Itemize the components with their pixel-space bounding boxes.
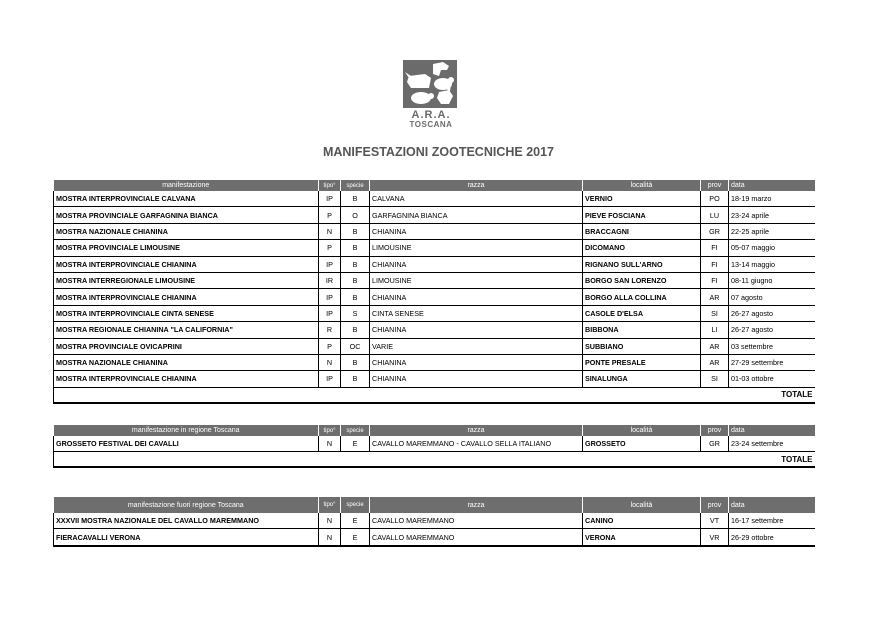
cell-specie: E — [341, 529, 370, 546]
cell-razza: CHIANINA — [370, 354, 583, 370]
table-row — [54, 256, 815, 272]
total-row — [54, 387, 815, 403]
header-razza: razza — [370, 497, 583, 513]
cell-razza: LIMOUSINE — [370, 240, 583, 256]
cell-prov: FI — [701, 240, 729, 256]
table-row — [54, 322, 815, 338]
table-row — [54, 354, 815, 370]
cell-specie: B — [341, 240, 370, 256]
cell-data: 03 settembre — [729, 338, 815, 354]
cell-localita: BORGO SAN LORENZO — [583, 272, 701, 288]
header-data: data — [729, 497, 815, 513]
cell-manifestazione: XXXVII MOSTRA NAZIONALE DEL CAVALLO MAREMMANO — [54, 513, 319, 529]
header-tipo: tipo° — [319, 425, 341, 436]
cell-razza: CINTA SENESE — [370, 305, 583, 321]
cell-razza: CHIANINA — [370, 223, 583, 239]
cell-data: 27-29 settembre — [729, 354, 815, 370]
header-manifestazione-regione: manifestazione in regione Toscana — [54, 425, 319, 436]
table-row — [54, 223, 815, 239]
cell-specie: B — [341, 223, 370, 239]
cell-tipo: IR — [319, 272, 341, 288]
cell-prov: PO — [701, 191, 729, 207]
header-prov: prov — [701, 425, 729, 436]
cell-manifestazione: GROSSETO FESTIVAL DEI CAVALLI — [54, 436, 319, 452]
cell-localita: SINALUNGA — [583, 371, 701, 387]
cell-specie: O — [341, 207, 370, 223]
total-row — [54, 452, 815, 468]
cell-prov: LU — [701, 207, 729, 223]
cell-localita: BIBBONA — [583, 322, 701, 338]
events-table-toscana — [53, 425, 815, 468]
header-prov: prov — [701, 180, 729, 191]
cell-manifestazione: MOSTRA REGIONALE CHIANINA "LA CALIFORNIA" — [54, 322, 319, 338]
total-label: TOTALE — [54, 452, 815, 468]
cell-data: 18-19 marzo — [729, 191, 815, 207]
cell-manifestazione: MOSTRA NAZIONALE CHIANINA — [54, 354, 319, 370]
cell-manifestazione: MOSTRA INTERREGIONALE LIMOUSINE — [54, 272, 319, 288]
cell-prov: SI — [701, 371, 729, 387]
header-data: data — [729, 180, 815, 191]
cell-tipo: IP — [319, 256, 341, 272]
cell-prov: AR — [701, 354, 729, 370]
cell-tipo: N — [319, 354, 341, 370]
cell-manifestazione: FIERACAVALLI VERONA — [54, 529, 319, 546]
cell-tipo: P — [319, 207, 341, 223]
cell-prov: FI — [701, 256, 729, 272]
header-specie: specie — [341, 180, 370, 191]
cell-data: 26-27 agosto — [729, 305, 815, 321]
cell-prov: VR — [701, 529, 729, 546]
table-row — [54, 338, 815, 354]
table-row — [54, 272, 815, 288]
cell-localita: DICOMANO — [583, 240, 701, 256]
cell-razza: LIMOUSINE — [370, 272, 583, 288]
cell-specie: B — [341, 256, 370, 272]
header-manifestazione: manifestazione — [54, 180, 319, 191]
cell-razza: CHIANINA — [370, 322, 583, 338]
cell-data: 26-29 ottobre — [729, 529, 815, 546]
table-row — [54, 305, 815, 321]
cell-prov: GR — [701, 223, 729, 239]
cell-localita: CANINO — [583, 513, 701, 529]
cell-prov: FI — [701, 272, 729, 288]
table-row — [54, 207, 815, 223]
cell-data: 23-24 aprile — [729, 207, 815, 223]
table-header-row — [54, 180, 815, 191]
cell-data: 13-14 maggio — [729, 256, 815, 272]
cell-tipo: IP — [319, 371, 341, 387]
cell-specie: B — [341, 272, 370, 288]
header-tipo: tipo° — [319, 180, 341, 191]
cell-manifestazione: MOSTRA PROVINCIALE LIMOUSINE — [54, 240, 319, 256]
cell-data: 07 agosto — [729, 289, 815, 305]
cell-prov: VT — [701, 513, 729, 529]
header-localita: località — [583, 180, 701, 191]
cell-manifestazione: MOSTRA INTERPROVINCIALE CHIANINA — [54, 371, 319, 387]
header-razza: razza — [370, 425, 583, 436]
events-table-main — [53, 180, 815, 404]
cell-specie: S — [341, 305, 370, 321]
cell-prov: AR — [701, 289, 729, 305]
cell-localita: PIEVE FOSCIANA — [583, 207, 701, 223]
logo-line2: TOSCANA — [409, 120, 453, 129]
cell-tipo: N — [319, 436, 341, 452]
table-row — [54, 513, 815, 529]
cell-tipo: P — [319, 338, 341, 354]
cell-specie: OC — [341, 338, 370, 354]
table-row — [54, 289, 815, 305]
cell-razza: CHIANINA — [370, 289, 583, 305]
table-row — [54, 240, 815, 256]
cell-manifestazione: MOSTRA INTERPROVINCIALE CALVANA — [54, 191, 319, 207]
cell-razza: VARIE — [370, 338, 583, 354]
cell-razza: CAVALLO MAREMMANO — [370, 529, 583, 546]
cell-manifestazione: MOSTRA NAZIONALE CHIANINA — [54, 223, 319, 239]
total-label: TOTALE — [54, 387, 815, 403]
header-tipo: tipo° — [319, 497, 341, 513]
header-manifestazione-fuori: manifestazione fuori regione Toscana — [54, 497, 319, 513]
cell-data: 26-27 agosto — [729, 322, 815, 338]
table-header-row — [54, 497, 815, 513]
table-row — [54, 371, 815, 387]
cell-data: 08-11 giugno — [729, 272, 815, 288]
cell-tipo: N — [319, 529, 341, 546]
header-localita: località — [583, 497, 701, 513]
cell-prov: LI — [701, 322, 729, 338]
cell-manifestazione: MOSTRA INTERPROVINCIALE CHIANINA — [54, 289, 319, 305]
cell-localita: VERNIO — [583, 191, 701, 207]
page-title: MANIFESTAZIONI ZOOTECNICHE 2017 — [322, 145, 555, 159]
cell-razza: CAVALLO MAREMMANO - CAVALLO SELLA ITALIANO — [370, 436, 583, 452]
cell-tipo: N — [319, 513, 341, 529]
cell-tipo: N — [319, 223, 341, 239]
cell-prov: AR — [701, 338, 729, 354]
cell-localita: RIGNANO SULL'ARNO — [583, 256, 701, 272]
table-row — [54, 191, 815, 207]
cell-manifestazione: MOSTRA PROVINCIALE GARFAGNINA BIANCA — [54, 207, 319, 223]
cell-localita: GROSSETO — [583, 436, 701, 452]
header-razza: razza — [370, 180, 583, 191]
cell-prov: SI — [701, 305, 729, 321]
cell-data: 01-03 ottobre — [729, 371, 815, 387]
cell-razza: CALVANA — [370, 191, 583, 207]
cell-data: 23-24 settembre — [729, 436, 815, 452]
cell-tipo: R — [319, 322, 341, 338]
cell-razza: CHIANINA — [370, 371, 583, 387]
header-prov: prov — [701, 497, 729, 513]
header-specie: specie — [341, 425, 370, 436]
cell-tipo: IP — [319, 191, 341, 207]
cell-data: 16-17 settembre — [729, 513, 815, 529]
cell-localita: VERONA — [583, 529, 701, 546]
cell-tipo: IP — [319, 289, 341, 305]
header-specie: specie — [341, 497, 370, 513]
cell-specie: B — [341, 354, 370, 370]
cell-localita: SUBBIANO — [583, 338, 701, 354]
cell-localita: CASOLE D'ELSA — [583, 305, 701, 321]
logo-line1: A.R.A. — [411, 109, 451, 121]
cell-tipo: IP — [319, 305, 341, 321]
cell-localita: PONTE PRESALE — [583, 354, 701, 370]
cell-razza: GARFAGNINA BIANCA — [370, 207, 583, 223]
cell-localita: BORGO ALLA COLLINA — [583, 289, 701, 305]
header-localita: località — [583, 425, 701, 436]
table-row — [54, 529, 815, 546]
cell-tipo: P — [319, 240, 341, 256]
cell-razza: CAVALLO MAREMMANO — [370, 513, 583, 529]
cell-specie: B — [341, 191, 370, 207]
cell-specie: E — [341, 513, 370, 529]
cell-manifestazione: MOSTRA INTERPROVINCIALE CHIANINA — [54, 256, 319, 272]
cell-prov: GR — [701, 436, 729, 452]
cell-data: 05-07 maggio — [729, 240, 815, 256]
cell-specie: B — [341, 371, 370, 387]
cell-specie: B — [341, 322, 370, 338]
cell-data: 22-25 aprile — [729, 223, 815, 239]
cell-localita: BRACCAGNI — [583, 223, 701, 239]
cell-specie: B — [341, 289, 370, 305]
cell-razza: CHIANINA — [370, 256, 583, 272]
cell-manifestazione: MOSTRA INTERPROVINCIALE CINTA SENESE — [54, 305, 319, 321]
header-data: data — [729, 425, 815, 436]
animals-logo-icon — [403, 60, 457, 108]
ara-toscana-logo — [403, 60, 459, 129]
table-header-row — [54, 425, 815, 436]
cell-specie: E — [341, 436, 370, 452]
cell-manifestazione: MOSTRA PROVINCIALE OVICAPRINI — [54, 338, 319, 354]
events-table-fuori-regione — [53, 497, 815, 547]
table-row — [54, 436, 815, 452]
